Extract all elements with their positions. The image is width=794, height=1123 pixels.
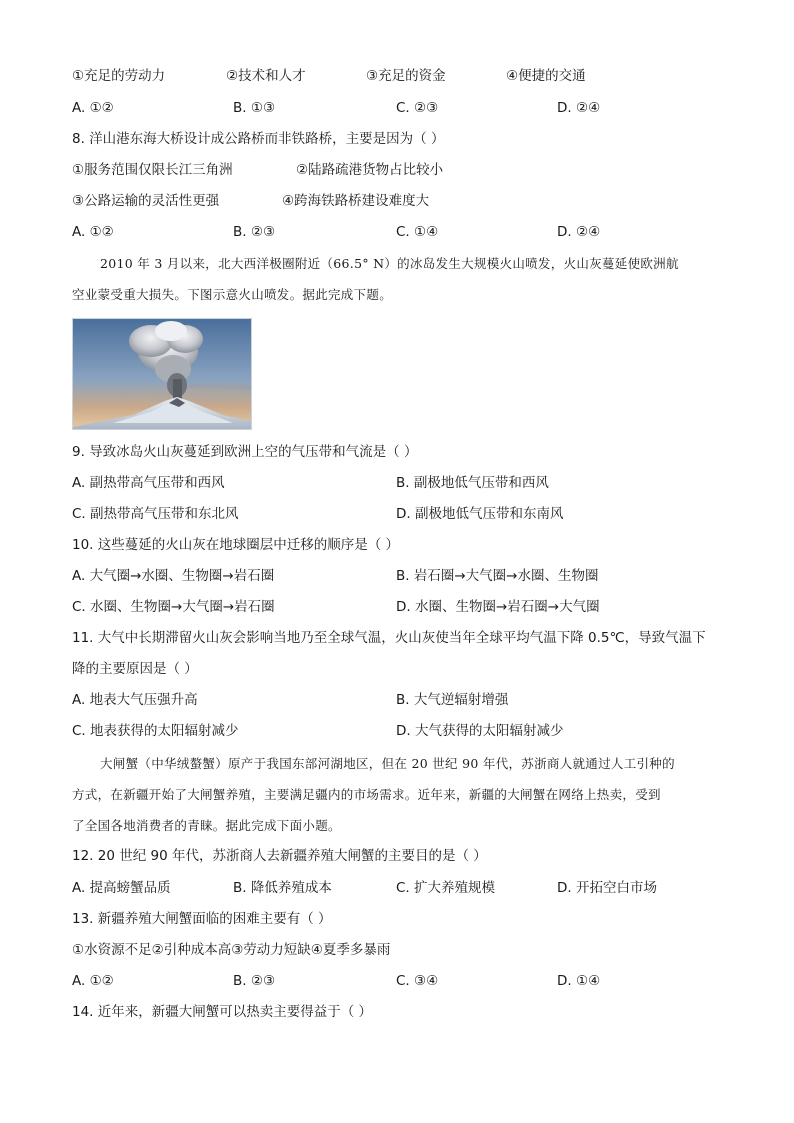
q12-stem: 12. 20 世纪 90 年代，苏浙商人去新疆养殖大闸蟹的主要目的是（ ）: [72, 848, 487, 864]
q11-stem-line2: 降的主要原因是（ ）: [72, 661, 198, 677]
q14-stem: 14. 近年来，新疆大闸蟹可以热卖主要得益于（ ）: [72, 1004, 373, 1020]
q11-choice-d: D. 大气获得的太阳辐射减少: [396, 723, 564, 739]
q9-choice-c: C. 副热带高气压带和东北风: [72, 506, 239, 522]
q11-choice-c: C. 地表获得的太阳辐射减少: [72, 723, 239, 739]
q12-choice-c: C. 扩大养殖规模: [396, 880, 496, 896]
q10-choice-a: A. 大气圈→水圈、生物圈→岩石圈: [72, 568, 275, 584]
q7-item-1: ①充足的劳动力: [72, 68, 166, 84]
q9-choice-d: D. 副极地低气压带和东南风: [396, 506, 564, 522]
q13-choice-c: C. ③④: [396, 973, 439, 989]
q7-item-2: ②技术和人才: [226, 68, 306, 84]
volcano-eruption-photo: [72, 318, 252, 430]
q13-choice-a: A. ①②: [72, 973, 114, 989]
q13-items: ①水资源不足②引种成本高③劳动力短缺④夏季多暴雨: [72, 942, 391, 958]
q8-choice-c: C. ①④: [396, 224, 439, 240]
q8-choice-a: A. ①②: [72, 224, 114, 240]
q11-choice-a: A. 地表大气压强升高: [72, 692, 198, 708]
q13-stem: 13. 新疆养殖大闸蟹面临的困难主要有（ ）: [72, 911, 332, 927]
q8-item-3: ③公路运输的灵活性更强: [72, 193, 220, 209]
q7-item-4: ④便捷的交通: [506, 68, 586, 84]
q10-choice-c: C. 水圈、生物圈→大气圈→岩石圈: [72, 599, 275, 615]
q10-choice-d: D. 水圈、生物圈→岩石圈→大气圈: [396, 599, 600, 615]
q12-choice-b: B. 降低养殖成本: [233, 880, 332, 896]
q8-item-4: ④跨海铁路桥建设难度大: [282, 193, 430, 209]
passage2-line2: 方式，在新疆开始了大闸蟹养殖，主要满足疆内的市场需求。近年来，新疆的大闸蟹在网络上热卖，受到: [72, 787, 661, 802]
passage1-line2: 空业蒙受重大损失。下图示意火山喷发。据此完成下题。: [72, 287, 393, 302]
q8-stem: 8. 洋山港东海大桥设计成公路桥而非铁路桥，主要是因为（ ）: [72, 131, 445, 147]
q11-stem-line1: 11. 大气中长期滞留火山灰会影响当地乃至全球气温，火山灰使当年全球平均气温下降 0.5℃，导致气温下: [72, 630, 706, 646]
q8-choice-b: B. ②③: [233, 224, 276, 240]
q7-choice-a: A. ①②: [72, 100, 114, 116]
q13-choice-d: D. ①④: [557, 973, 601, 989]
q7-item-3: ③充足的资金: [366, 68, 446, 84]
q9-choice-a: A. 副热带高气压带和西风: [72, 475, 225, 491]
q10-choice-b: B. 岩石圈→大气圈→水圈、生物圈: [396, 568, 599, 584]
q8-choice-d: D. ②④: [557, 224, 601, 240]
q13-choice-b: B. ②③: [233, 973, 276, 989]
q11-choice-b: B. 大气逆辐射增强: [396, 692, 509, 708]
volcano-eruption-icon: [73, 319, 251, 429]
passage2-line1: 大闸蟹（中华绒螯蟹）原产于我国东部河湖地区，但在 20 世纪 90 年代，苏浙商人就通过人工引种的: [100, 756, 675, 771]
q8-item-1: ①服务范围仅限长江三角洲: [72, 162, 233, 178]
q7-choice-b: B. ①③: [233, 100, 276, 116]
q12-choice-d: D. 开拓空白市场: [557, 880, 657, 896]
passage2-line3: 了全国各地消费者的青睐。据此完成下面小题。: [72, 818, 341, 833]
q7-choice-d: D. ②④: [557, 100, 601, 116]
q7-choice-c: C. ②③: [396, 100, 439, 116]
q12-choice-a: A. 提高螃蟹品质: [72, 880, 171, 896]
q8-item-2: ②陆路疏港货物占比较小: [296, 162, 444, 178]
q10-stem: 10. 这些蔓延的火山灰在地球圈层中迁移的顺序是（ ）: [72, 537, 400, 553]
q9-choice-b: B. 副极地低气压带和西风: [396, 475, 549, 491]
q9-stem: 9. 导致冰岛火山灰蔓延到欧洲上空的气压带和气流是（ ）: [72, 444, 418, 460]
passage1-line1: 2010 年 3 月以来，北大西洋极圈附近（66.5° N）的冰岛发生大规模火山喷发，火山灰蔓延使欧洲航: [100, 256, 679, 271]
